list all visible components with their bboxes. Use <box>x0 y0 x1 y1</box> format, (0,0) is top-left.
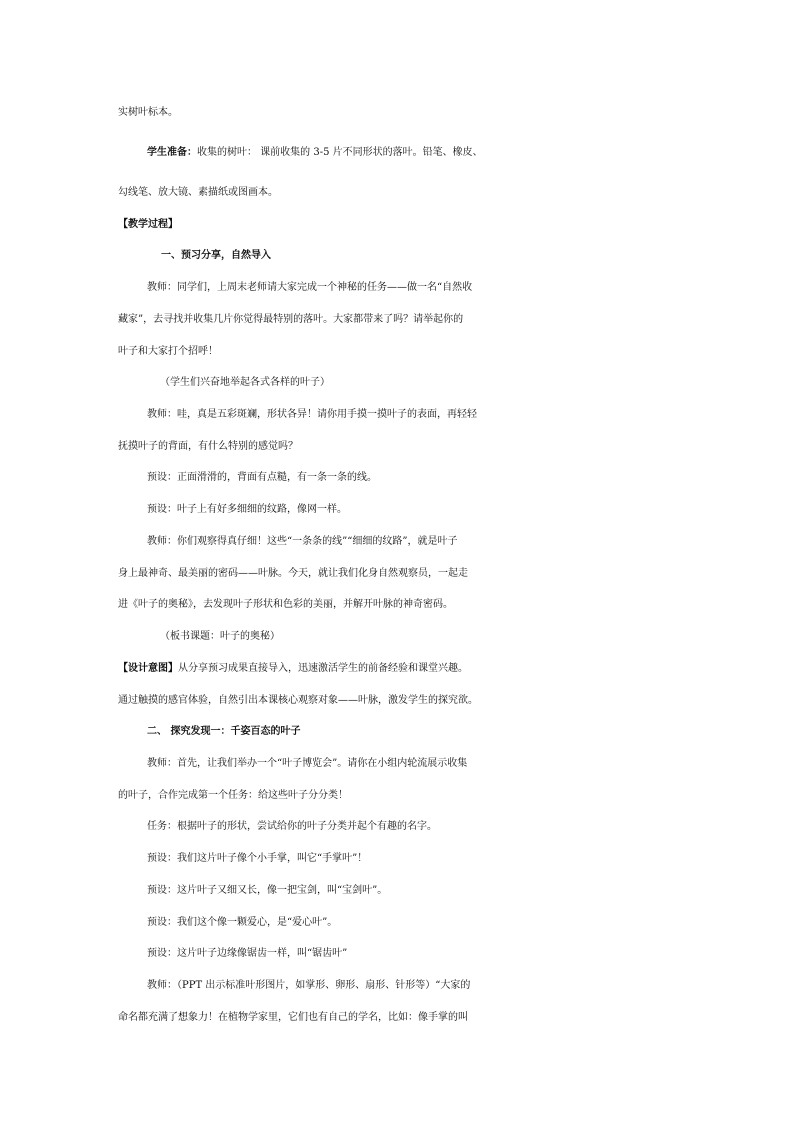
line-text: 实树叶标本。 <box>118 107 178 118</box>
line-text: 教师：你们观察得真仔细！这些“一条条的线”“细细的纹路”，就是叶子 <box>147 536 458 547</box>
bold-label: 【设计意图】 <box>118 663 178 674</box>
text-line <box>147 849 794 869</box>
line-text: 进《叶子的奥秘》，去发现叶子形状和色彩的美丽，并解开叶脉的神奇密码。 <box>118 599 453 610</box>
line-text: 预设：这片叶子边缘像锯齿一样，叫“锯齿叶” <box>147 948 348 959</box>
text-line <box>160 627 794 647</box>
line-text: 从分享预习成果直接导入，迅速激活学生的前备经验和课堂兴趣。 <box>178 663 468 674</box>
text-line <box>147 405 794 425</box>
line-text: 命名都充满了想象力！在植物学家里，它们也有自己的学名，比如：像手掌的叫 <box>118 1012 468 1023</box>
line-text: 预设：我们这片叶子像个小手掌，叫它“手掌叶”！ <box>147 853 368 864</box>
line-text: 教师：同学们，上周末老师请大家完成一个神秘的任务——做一名“自然收 <box>147 282 473 293</box>
line-text: （学生们兴奋地举起各式各样的叶子） <box>160 377 330 388</box>
line-text: 收集的树叶： 课前收集的 3-5 片不同形状的落叶。铅笔、橡皮、 <box>197 147 483 158</box>
line-text: 预设：我们这个像一颗爱心，是“爱心叶”。 <box>147 917 338 928</box>
text-line <box>147 278 794 298</box>
text-line <box>147 468 794 488</box>
text-line <box>147 976 794 996</box>
text-line <box>161 246 794 266</box>
line-text: 预设：这片叶子又细又长，像一把宝剑，叫“宝剑叶”。 <box>147 885 388 896</box>
text-line <box>118 310 794 330</box>
text-line <box>118 437 794 457</box>
text-line <box>147 754 794 774</box>
line-text: 身上最神奇、最美丽的密码——叶脉。今天，就让我们化身自然观察员，一起走 <box>118 568 468 579</box>
line-text: 的叶子，合作完成第一个任务：给这些叶子分分类！ <box>118 790 348 801</box>
text-line <box>147 143 794 163</box>
line-text: 预设：叶子上有好多细细的纹路，像网一样。 <box>147 504 347 515</box>
line-text: 预设：正面滑滑的，背面有点糙，有一条一条的线。 <box>147 472 377 483</box>
line-text: 通过触摸的感官体验，自然引出本课核心观察对象——叶脉，激发学生的探究欲。 <box>118 695 478 706</box>
text-line <box>118 103 794 123</box>
line-text: 勾线笔、放大镜、素描纸或图画本。 <box>118 187 278 198</box>
text-line <box>147 722 794 742</box>
text-line <box>118 183 794 203</box>
line-text: 教师：首先，让我们举办一个“叶子博览会”。请你在小组内轮流展示收集 <box>147 758 468 769</box>
text-line <box>118 595 794 615</box>
text-line <box>147 881 794 901</box>
text-line <box>118 691 794 711</box>
line-text: 抚摸叶子的背面，有什么特别的感觉吗？ <box>118 441 298 452</box>
text-line <box>118 659 794 679</box>
bold-label: 一、预习分享，自然导入 <box>161 250 271 261</box>
text-line <box>118 215 794 235</box>
line-text: 叶子和大家打个招呼！ <box>118 346 218 357</box>
line-text: （板书课题：叶子的奥秘） <box>160 631 280 642</box>
text-line <box>118 564 794 584</box>
text-line <box>147 500 794 520</box>
text-line <box>147 532 794 552</box>
text-line <box>118 1008 794 1028</box>
text-line <box>160 373 794 393</box>
text-line <box>147 817 794 837</box>
text-line <box>147 944 794 964</box>
text-line <box>147 913 794 933</box>
text-line <box>118 786 794 806</box>
bold-label: 学生准备： <box>147 147 197 158</box>
line-text: 任务：根据叶子的形状，尝试给你的叶子分类并起个有趣的名字。 <box>147 821 437 832</box>
bold-label: 二、 探究发现一：千姿百态的叶子 <box>147 726 301 737</box>
line-text: 教师：（PPT 出示标准叶形图片，如掌形、卵形、扇形、针形等）“大家的 <box>147 980 471 991</box>
line-text: 藏家”，去寻找并收集几片你觉得最特别的落叶。大家都带来了吗？请举起你的 <box>118 314 464 325</box>
text-line <box>118 342 794 362</box>
line-text: 教师：哇，真是五彩斑斓，形状各异！请你用手摸一摸叶子的表面，再轻轻 <box>147 409 477 420</box>
bold-label: 【教学过程】 <box>118 219 178 230</box>
